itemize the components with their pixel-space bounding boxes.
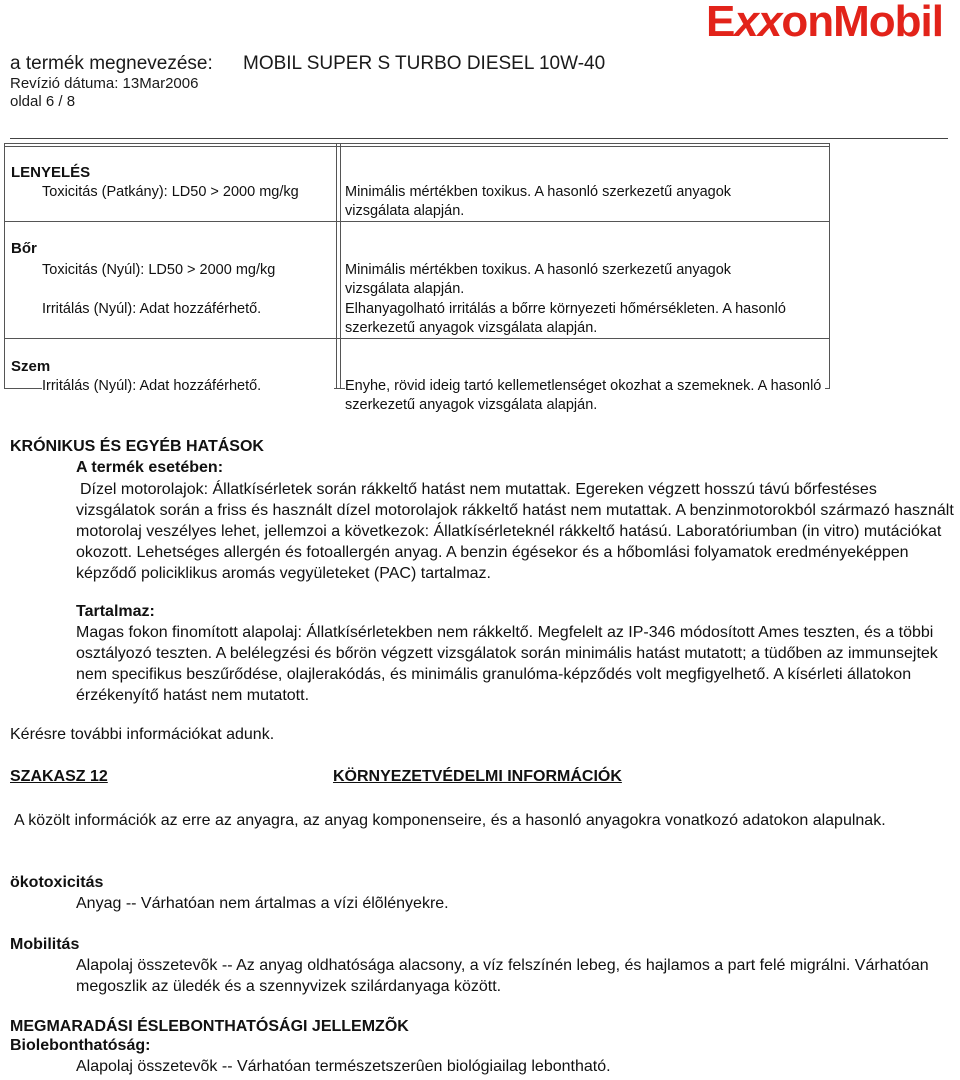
persistence-title: MEGMARADÁSI ÉSLEBONTHATÓSÁGI JELLEMZÕK [10,1018,409,1035]
section-12-intro: A közölt információk az erre az anyagra, az anyag komponenseire, és a hasonló anyagokra vonatkozó adatokon alapulnak. [14,812,886,829]
eye-irritation: Irritálás (Nyúl): Adat hozzáférhető. [42,377,334,396]
product-name-label: a termék megnevezése: [10,53,213,74]
section-12-number: SZAKASZ 12 [10,768,108,785]
eye-irritation-note: Enyhe, rövid ideig tartó kellemetlenséget okozhat a szemeknek. A hasonló szerkezetű anyagok vizsgálata alapján. [345,377,825,415]
skin-title: Bőr [11,240,37,257]
ecotoxicity-text: Anyag -- Várhatóan nem ártalmas a vízi élõlényekre. [76,895,449,912]
eye-title: Szem [11,358,51,375]
contains-text: Magas fokon finomított alapolaj: Állatkísérletekben nem rákkeltő. Megfelelt az IP-346 módosított Ames teszten, és a többi osztályozó teszten. A belélegzési és bőrön végzett vizsgálatok során minimális hatást mutatott; a tüdőben az immunsejtek nem specifikus beszűrődése, olajlerakódás, és minimális granulóma-képződés volt megfigyelhető. A kísérleti állatokon érzékenyítő hatást nem mutatott. [76,624,938,704]
page-number: oldal 6 / 8 [10,93,76,110]
ingestion-toxicity-note: Minimális mértékben toxikus. A hasonló szerkezetű anyagok vizsgálata alapján. [345,184,732,219]
ecotoxicity-title: ökotoxicitás [10,874,104,891]
contains-label: Tartalmaz: [76,603,155,620]
ingestion-toxicity: Toxicitás (Patkány): LD50 > 2000 mg/kg [42,184,299,200]
header-divider [10,138,948,139]
skin-toxicity: Toxicitás (Nyúl): LD50 > 2000 mg/kg [42,262,276,278]
mobility-text: Alapolaj összetevõk -- Az anyag oldhatósága alacsony, a víz felszínén lebeg, és hajlamos a part felé migrálni. Várhatóan megoszlik az üledék és a szennyvizek szilárdanyaga között. [76,957,929,995]
skin-irritation: Irritálás (Nyúl): Adat hozzáférhető. [42,301,262,317]
biodegradability-title: Biolebonthatóság: [10,1037,151,1054]
exxonmobil-logo: ExxonMobil [706,0,943,46]
product-effects-text: Dízel motorolajok: Állatkísérletek során rákkeltő hatást nem mutattak. Egereken végzett hosszú távú bőrfestéses vizsgálatok során a friss és használt dízel motorolajok rákkeltő hatást nem mutattak. A benzinmotorokból származó használt motorolaj veszélyes lehet, jellemzoi a következok: Állatkísérleteknél rákkeltő hatású. Laboratóriumban (in vitro) mutációkat okozott. Lehetséges allergén és fotoallergén anyag. A benzin égésekor és a hőbomlási folyamatok eredményeképpen képződő policiklikus aromás vegyületeket (PAC) tartalmaz. [76,481,954,582]
revision-date: Revízió dátuma: 13Mar2006 [10,75,199,92]
more-info-text: Kérésre további információkat adunk. [10,726,275,743]
ingestion-title: LENYELÉS [11,164,91,181]
skin-toxicity-note: Minimális mértékben toxikus. A hasonló szerkezetű anyagok vizsgálata alapján. [345,262,732,297]
mobility-title: Mobilitás [10,936,80,953]
product-name: MOBIL SUPER S TURBO DIESEL 10W-40 [243,53,606,74]
skin-irritation-note: Elhanyagolható irritálás a bőrre környezeti hőmérsékleten. A hasonló szerkezetű anyagok vizsgálata alapján. [345,301,786,336]
toxicity-table [4,143,830,413]
biodegradability-text: Alapolaj összetevõk -- Várhatóan természetszerûen biológiailag lebontható. [76,1058,611,1075]
section-12-title: KÖRNYEZETVÉDELMI INFORMÁCIÓK [333,768,622,785]
product-effects-label: A termék esetében: [76,459,224,476]
chronic-effects-title: KRÓNIKUS ÉS EGYÉB HATÁSOK [10,438,264,455]
